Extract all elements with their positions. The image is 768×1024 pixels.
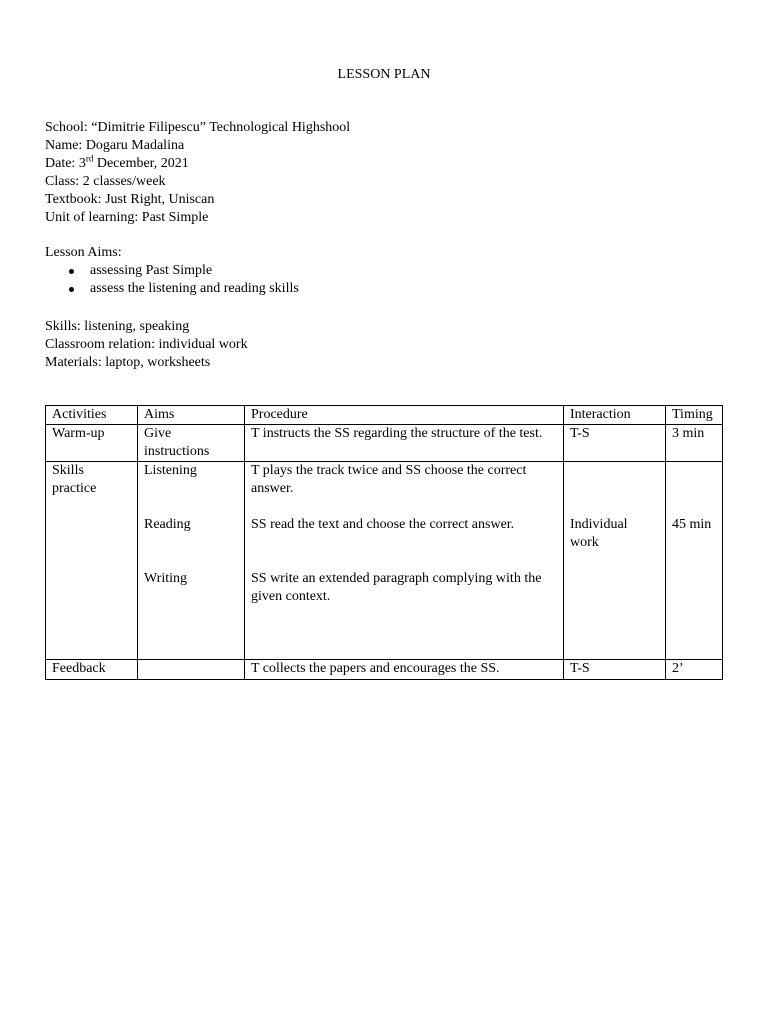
cell-timing [666,462,723,660]
procedure-listening: T plays the track twice and SS choose the correct answer. [251,463,527,496]
cell-aim: Give instructions [138,425,245,462]
class-line: Class: 2 classes/week [45,174,166,189]
header-interaction: Interaction [564,406,666,425]
materials-line: Materials: laptop, worksheets [45,355,211,370]
aim-text: assess the listening and reading skills [90,281,299,296]
cell-aim [138,462,245,660]
cell-activity: Warm-up [46,425,138,462]
lesson-aims [45,244,299,298]
aim-reading: Reading [144,517,191,532]
skills-line: Skills: listening, speaking [45,319,190,334]
cell-interaction: T-S [564,660,666,680]
lesson-info [45,119,350,227]
aim-writing: Writing [144,571,187,586]
aims-heading: Lesson Aims: [45,245,122,260]
cell-procedure: T instructs the SS regarding the structure of the test. [245,425,564,462]
interaction-individual: Individual work [570,517,628,550]
cell-timing: 2’ [666,660,723,680]
aim-listening: Listening [144,463,197,478]
procedure-writing: SS write an extended paragraph complying with the given context. [251,571,542,604]
header-procedure: Procedure [245,406,564,425]
aim-text: assessing Past Simple [90,263,213,278]
table-row [46,425,723,462]
list-item [45,262,299,280]
bullet-icon [69,269,74,274]
school-line: School: “Dimitrie Filipescu” Technological Highshool [45,120,351,135]
table-row [46,462,723,660]
unit-line: Unit of learning: Past Simple [45,210,209,225]
date-suffix: December, 2021 [93,156,189,171]
cell-aim [138,660,245,680]
cell-activity: Skills practice [46,462,138,660]
cell-procedure: T collects the papers and encourages the SS. [245,660,564,680]
date-line [45,155,350,173]
lesson-details [45,318,248,372]
cell-interaction [564,462,666,660]
header-activities: Activities [46,406,138,425]
cell-interaction: T-S [564,425,666,462]
textbook-line: Textbook: Just Right, Uniscan [45,192,215,207]
table-row [46,660,723,680]
page-title: LESSON PLAN [337,67,431,82]
name-line: Name: Dogaru Madalina [45,138,185,153]
cell-timing: 3 min [666,425,723,462]
lesson-plan-table [45,405,723,680]
aims-list [45,262,299,298]
cell-activity: Feedback [46,660,138,680]
relation-line: Classroom relation: individual work [45,337,248,352]
header-timing: Timing [666,406,723,425]
list-item [45,280,299,298]
header-aims: Aims [138,406,245,425]
procedure-reading: SS read the text and choose the correct answer. [251,517,515,532]
bullet-icon [69,287,74,292]
cell-procedure [245,462,564,660]
table-header-row [46,406,723,425]
date-ordinal: rd [85,153,94,164]
timing-skills: 45 min [672,517,712,532]
date-prefix: Date: 3 [45,156,86,171]
